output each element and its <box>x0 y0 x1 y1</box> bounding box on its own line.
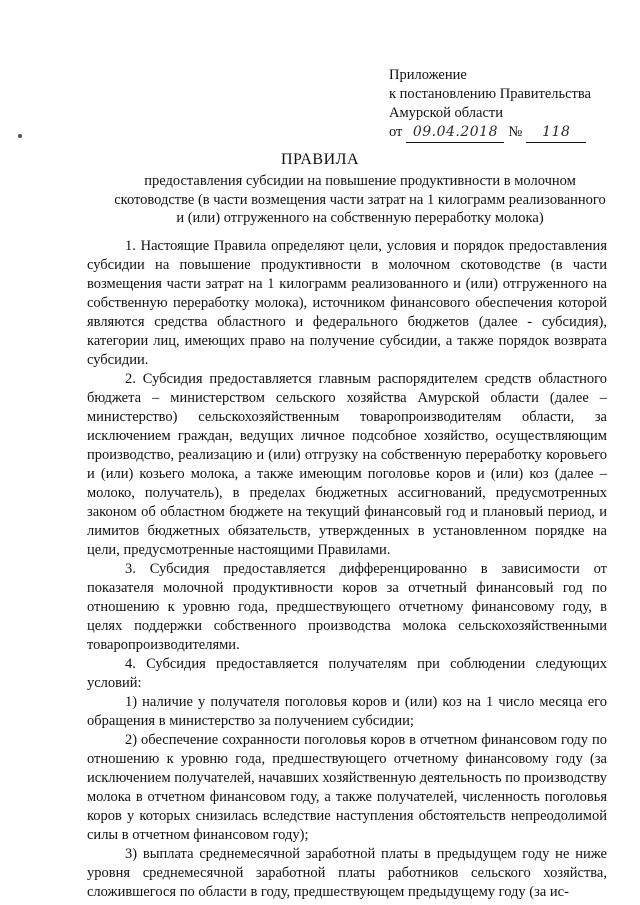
number-prefix: № <box>508 124 523 140</box>
condition-1: 1) наличие у получателя поголовья коров и (или) коз на 1 число месяца его обращения в министерство за получением субсидии; <box>87 694 607 729</box>
appendix-line-2: к постановлению Правительства <box>389 86 591 102</box>
paragraph-2: 2. Субсидия предоставляется главным распорядителем средств областного бюджета – министерством сельского хозяйства Амурской области (далее – министерство) сельскохозяйственным товаропроизводителям области, за исключением граждан, ведущих личное подсобное хозяйство, осуществляющим производство, реализацию и (или) отгрузку на собственную переработку коровьего и (или) козьего молока, а также имеющим поголовье коров и (или) коз (далее – молоко, получатель), в пределах бюджетных ассигнований, предусмотренных законом об областном бюджете на текущий финансовый год и плановый период, и лимитов бюджетных обязательств, утвержденных в установленном порядке на цели, предусмотренные настоящими Правилами. <box>87 371 607 558</box>
appendix-line-1: Приложение <box>389 67 467 83</box>
handwritten-number: 118 <box>526 123 586 143</box>
date-prefix: от <box>389 124 403 140</box>
paragraph-1: 1. Настоящие Правила определяют цели, условия и порядок предоставления субсидии на повышение продуктивности в молочном скотоводстве (в части возмещения части затрат на 1 килограмм реализованного и (или) отгруженного на собственную переработку молока), источником финансового обеспечения которой являются средства областного и федерального бюджетов (далее - субсидия), категории лиц, имеющих право на получение субсидии, а также порядок возврата субсидии. <box>87 238 607 368</box>
handwritten-date: 09.04.2018 <box>406 123 504 143</box>
scan-speck <box>18 134 22 138</box>
appendix-line-3: Амурской области <box>389 105 503 121</box>
appendix-date-number-line <box>389 123 629 143</box>
paragraph-3: 3. Субсидия предоставляется дифференцированно в зависимости от показателя молочной продуктивности коров за отчетный финансовый год по отношению к уровню года, предшествующего отчетному финансовому году, в целях поддержки собственного производства молока сельскохозяйственными товаропроизводителями. <box>87 561 607 653</box>
appendix-block <box>389 66 629 143</box>
condition-3: 3) выплата среднемесячной заработной платы в предыдущем году не ниже уровня среднемесячной заработной платы работников сельского хозяйства, сложившегося по области в году, предшествующем предыдущему году (за ис- <box>87 846 607 900</box>
paragraph-4: 4. Субсидия предоставляется получателям при соблюдении следующих условий: <box>87 656 607 691</box>
condition-2: 2) обеспечение сохранности поголовья коров в отчетном финансовом году по отношению к уровню года, предшествующего отчетному финансовому году (за исключением получателей, начавших хозяйственную деятельность по производству молока в отчетном финансовом году, а также получателей, численность поголовья коров у которых снизилась вследствие наступления обстоятельств непреодолимой силы в отчетном финансовом году); <box>87 732 607 843</box>
document-body <box>87 237 607 902</box>
document-subtitle: предоставления субсидии на повышение продуктивности в молочном скотоводстве (в части возмещения части затрат на 1 килограмм реализованного и (или) отгруженного на собственную переработку молока) <box>114 173 606 226</box>
document-title: ПРАВИЛА <box>280 151 360 168</box>
